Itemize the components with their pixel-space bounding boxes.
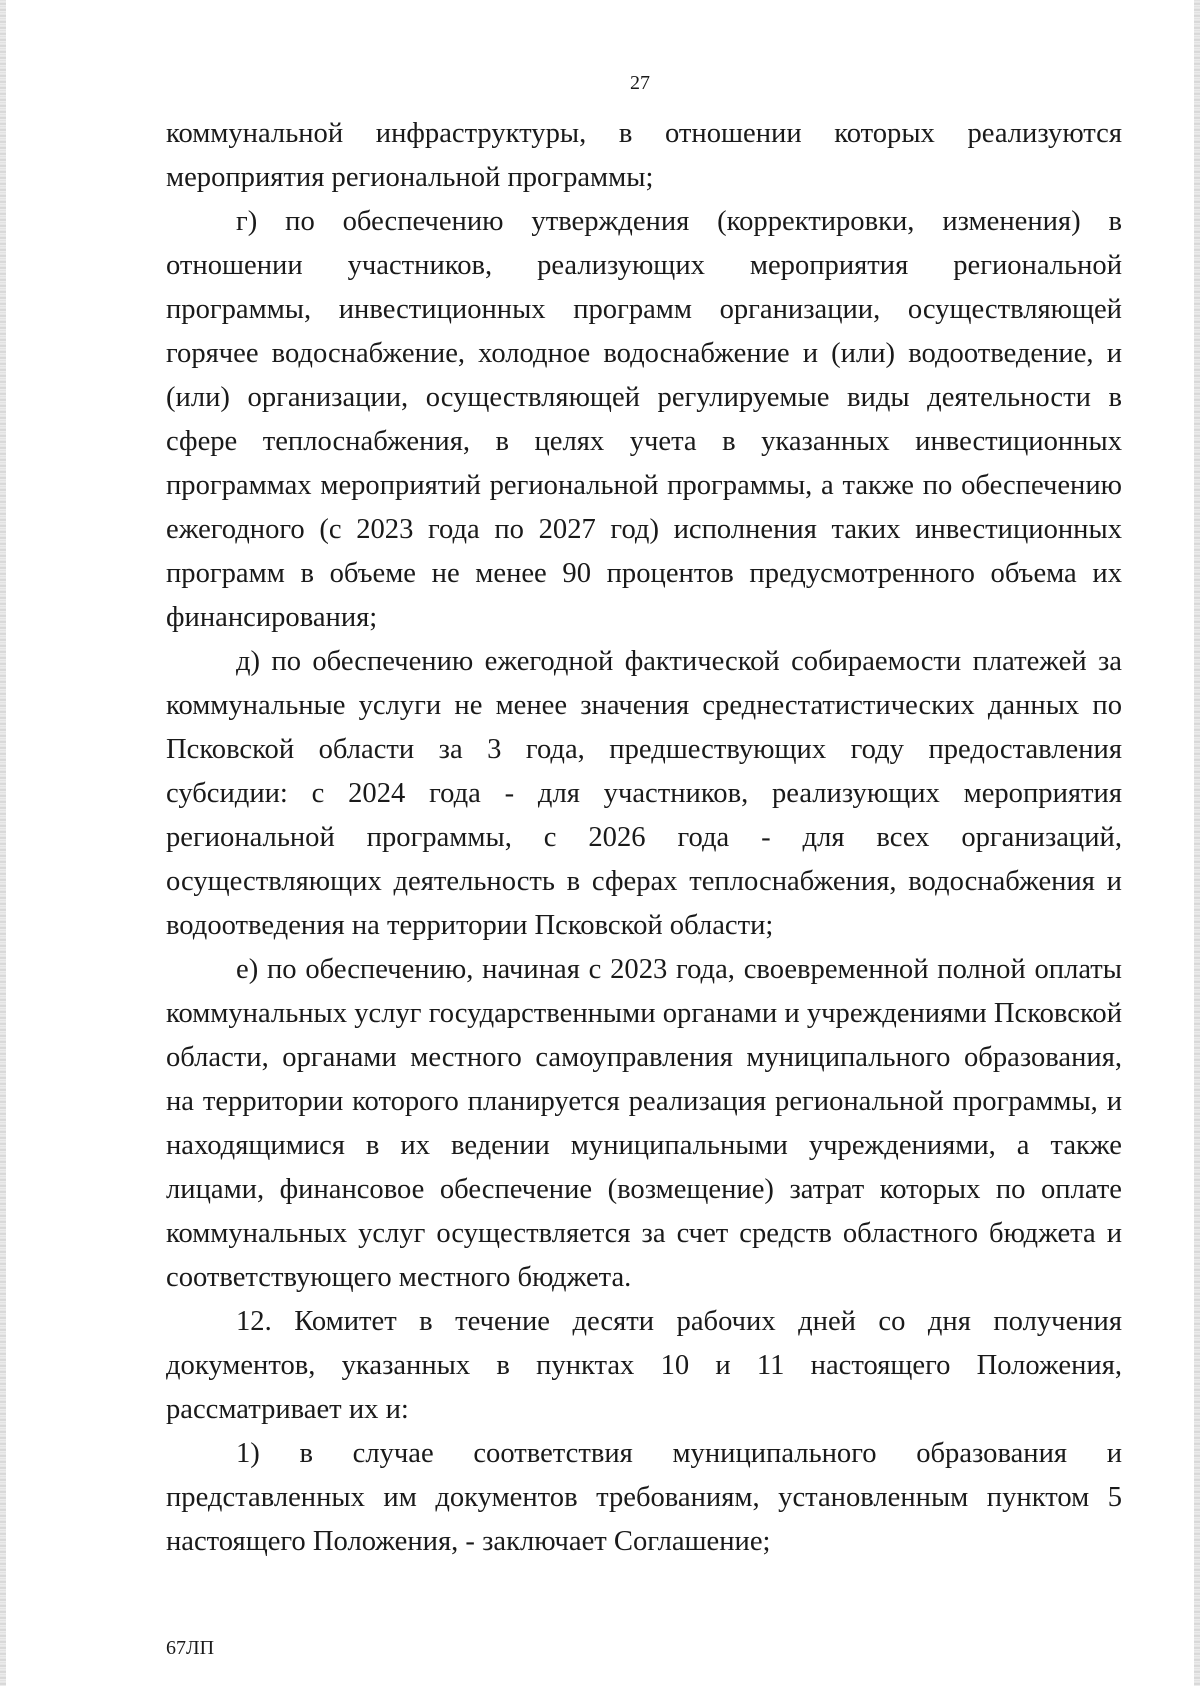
paragraph-continuation: коммунальной инфраструктуры, в отношении которых реализуются мероприятия региональной программы; <box>166 118 1122 193</box>
page-number: 27 <box>630 72 650 94</box>
document-body <box>166 112 1122 1564</box>
paragraph-clause-12: 12. Комитет в течение десяти рабочих дней со дня получения документов, указанных в пунктах 10 и 11 настоящего Положения, рассматривает их и: <box>166 1306 1122 1425</box>
paragraph-item-e: е) по обеспечению, начиная с 2023 года, своевременной полной оплаты коммунальных услуг государственными органами и учреждениями Псковской области, органами местного самоуправления муниципального образования, на территории которого планируется реализация региональной программы, и находящимися в их ведении муниципальными учреждениями, а также лицами, финансовое обеспечение (возмещение) затрат которых по оплате коммунальных услуг осуществляется за счет средств областного бюджета и соответствующего местного бюджета. <box>166 954 1122 1293</box>
footer-document-code: 67ЛП <box>166 1637 215 1659</box>
paragraph-item-g: г) по обеспечению утверждения (корректировки, изменения) в отношении участников, реализующих мероприятия региональной программы, инвестиционных программ организации, осуществляющей горячее водоснабжение, холодное водоснабжение и (или) водоотведение, и (или) организации, осуществляющей регулируемые виды деятельности в сфере теплоснабжения, в целях учета в указанных инвестиционных программах мероприятий региональной программы, а также по обеспечению ежегодного (с 2023 года по 2027 год) исполнения таких инвестиционных программ в объеме не менее 90 процентов предусмотренного объема их финансирования; <box>166 206 1122 633</box>
scan-edge-left <box>0 0 6 1686</box>
paragraph-subclause-1: 1) в случае соответствия муниципального образования и представленных им документов требованиям, установленным пунктом 5 настоящего Положения, - заключает Соглашение; <box>166 1438 1122 1557</box>
paragraph-item-d: д) по обеспечению ежегодной фактической собираемости платежей за коммунальные услуги не менее значения среднестатистических данных по Псковской области за 3 года, предшествующих году предоставления субсидии: с 2024 года - для участников, реализующих мероприятия региональной программы, с 2026 года - для всех организаций, осуществляющих деятельность в сферах теплоснабжения, водоснабжения и водоотведения на территории Псковской области; <box>166 646 1122 941</box>
scan-edge-right <box>1194 0 1200 1686</box>
